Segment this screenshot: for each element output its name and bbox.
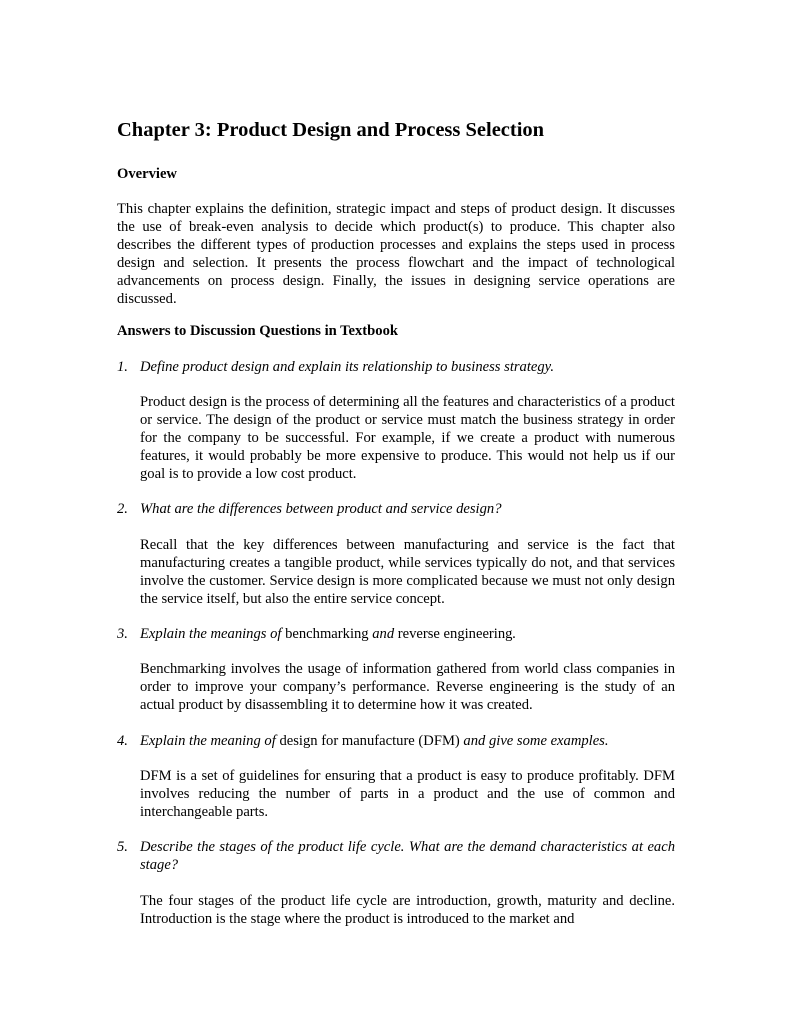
overview-paragraph: This chapter explains the definition, strategic impact and steps of product design. It discusses the use of break-even analysis to decide which product(s) to produce. This chapter also describes the different types of production processes and explains the steps used in process design and selection. It presents the process flowchart and the impact of technological advancements on process design. Finally, the issues in designing service operations are discussed. xyxy=(117,201,675,307)
question-number: 1. xyxy=(117,359,128,375)
question-text-part: Explain the meaning of xyxy=(140,733,280,749)
question-text xyxy=(140,732,675,750)
term-dfm: design for manufacture (DFM) xyxy=(279,733,460,749)
page-title: Chapter 3: Product Design and Process Selection xyxy=(117,119,545,141)
answer-4: DFM is a set of guidelines for ensuring that a product is easy to produce profitably. DFM involves reducing the number of parts in a product and the use of common and interchangeable parts. xyxy=(140,768,675,820)
term-benchmarking: benchmarking xyxy=(285,626,369,642)
question-text xyxy=(140,625,675,643)
answer-1: Product design is the process of determining all the features and characteristics of a product or service. The design of the product or service must match the business strategy in order for the company to be successful. For example, if we create a product with numerous features, it would probably be more expensive to produce. This would not help us if our goal is to provide a low cost product. xyxy=(140,394,675,482)
question-text-part: and xyxy=(368,626,398,642)
question-text: What are the differences between product and service design? xyxy=(140,501,502,517)
answer-5: The four stages of the product life cycle are introduction, growth, maturity and decline. Introduction is the stage where the product is introduced to the market and xyxy=(140,893,675,927)
overview-heading: Overview xyxy=(117,166,177,182)
question-number: 4. xyxy=(117,733,128,749)
question-number: 2. xyxy=(117,501,128,517)
answers-heading: Answers to Discussion Questions in Textbook xyxy=(117,323,398,339)
question-text-part: . xyxy=(512,626,517,642)
question-text: Describe the stages of the product life cycle. What are the demand characteristics at each stage? xyxy=(140,839,675,873)
answer-2: Recall that the key differences between manufacturing and service is the fact that manufacturing creates a tangible product, while services typically do not, and that services involve the customer. Service design is more complicated because we must not only design the service itself, but also the entire service concept. xyxy=(140,537,675,607)
answer-3: Benchmarking involves the usage of information gathered from world class companies in order to improve your company’s performance. Reverse engineering is the study of an actual product by disassembling it to determine how it was created. xyxy=(140,661,675,713)
term-reverse-engineering: reverse engineering xyxy=(397,626,513,642)
question-text-part: Explain the meanings of xyxy=(140,626,286,642)
question-number: 5. xyxy=(117,839,128,855)
question-text: Define product design and explain its relationship to business strategy. xyxy=(140,359,554,375)
question-text-part: and give some examples. xyxy=(459,733,609,749)
question-number: 3. xyxy=(117,626,128,642)
